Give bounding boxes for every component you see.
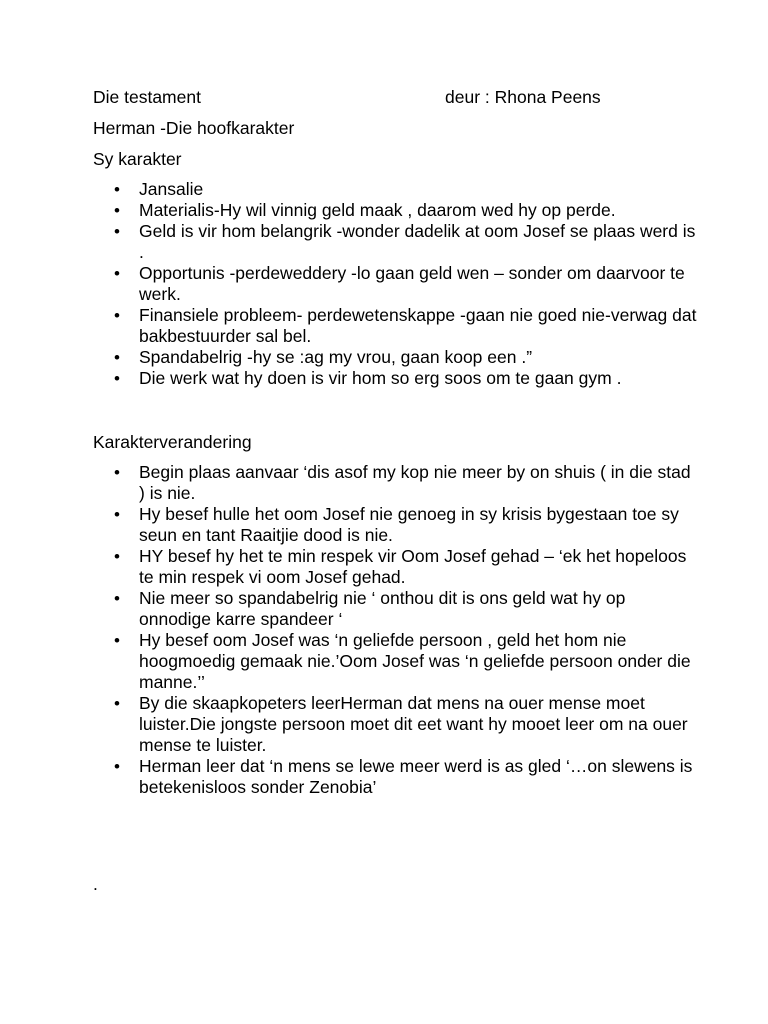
list-item bbox=[0, 504, 699, 546]
list-item-text: Begin plaas aanvaar ‘dis asof my kop nie meer by on shuis ( in die stad ) is nie. bbox=[139, 462, 691, 503]
bullet-list-sy-karakter bbox=[0, 179, 699, 389]
list-item bbox=[0, 368, 699, 389]
list-item-text: By die skaapkopeters leerHerman dat mens na ouer mense moet luister.Die jongste persoon moet dit eet want hy mooet leer om na ouer mense te luister. bbox=[139, 693, 688, 755]
list-item bbox=[0, 347, 699, 368]
bullet-icon: • bbox=[114, 631, 120, 650]
list-item bbox=[0, 305, 699, 347]
list-item-text: Hy besef hulle het oom Josef nie genoeg in sy krisis bygestaan toe sy seun en tant Raaitjie dood is nie. bbox=[139, 504, 679, 545]
bullet-icon: • bbox=[114, 369, 120, 388]
list-item-text: Jansalie bbox=[139, 179, 204, 199]
list-item-text: Spandabelrig -hy se :ag my vrou, gaan koop een .” bbox=[139, 347, 533, 367]
list-item bbox=[0, 588, 699, 630]
list-item-text: Hy besef oom Josef was ‘n geliefde persoon , geld het hom nie hoogmoedig gemaak nie.’Oom Josef was ‘n geliefde persoon onder die manne.’’ bbox=[139, 630, 691, 692]
list-item bbox=[0, 263, 699, 305]
bullet-icon: • bbox=[114, 201, 120, 220]
list-item-text: Herman leer dat ‘n mens se lewe meer werd is as gled ‘…on slewens is betekenisloos sonder Zenobia’ bbox=[139, 756, 693, 797]
bullet-icon: • bbox=[114, 463, 120, 482]
list-item-text: Materialis-Hy wil vinnig geld maak , daarom wed hy op perde. bbox=[139, 200, 616, 220]
list-item bbox=[0, 200, 699, 221]
list-item bbox=[0, 221, 699, 263]
bullet-icon: • bbox=[114, 505, 120, 524]
bullet-icon: • bbox=[114, 306, 120, 325]
document-title: Die testament bbox=[93, 87, 201, 107]
list-item bbox=[0, 630, 699, 693]
document-author: deur : Rhona Peens bbox=[445, 87, 601, 107]
list-item-text: Geld is vir hom belangrik -wonder dadelik at oom Josef se plaas werd is . bbox=[139, 221, 696, 262]
bullet-icon: • bbox=[114, 547, 120, 566]
list-item bbox=[0, 756, 699, 798]
list-item bbox=[0, 179, 699, 200]
list-item-text: Die werk wat hy doen is vir hom so erg soos om te gaan gym . bbox=[139, 368, 622, 388]
list-item-text: Opportunis -perdeweddery -lo gaan geld wen – sonder om daarvoor te werk. bbox=[139, 263, 685, 304]
trailing-dot: . bbox=[93, 874, 98, 894]
bullet-list-karakterverandering bbox=[0, 462, 699, 798]
list-item-text: HY besef hy het te min respek vir Oom Josef gehad – ‘ek het hopeloos te min respek vi oom Josef gehad. bbox=[139, 546, 687, 587]
list-item-text: Nie meer so spandabelrig nie ‘ onthou dit is ons geld wat hy op onnodige karre spandeer ‘ bbox=[139, 588, 626, 629]
bullet-icon: • bbox=[114, 694, 120, 713]
section-heading-sy-karakter: Sy karakter bbox=[93, 149, 182, 169]
bullet-icon: • bbox=[114, 264, 120, 283]
list-item bbox=[0, 546, 699, 588]
bullet-icon: • bbox=[114, 589, 120, 608]
document-subtitle: Herman -Die hoofkarakter bbox=[93, 118, 295, 138]
list-item bbox=[0, 693, 699, 756]
section-heading-karakterverandering: Karakterverandering bbox=[93, 432, 252, 452]
list-item bbox=[0, 462, 699, 504]
bullet-icon: • bbox=[114, 222, 120, 241]
bullet-icon: • bbox=[114, 348, 120, 367]
bullet-icon: • bbox=[114, 180, 120, 199]
list-item-text: Finansiele probleem- perdewetenskappe -gaan nie goed nie-verwag dat bakbestuurder sal bel. bbox=[139, 305, 697, 346]
bullet-icon: • bbox=[114, 757, 120, 776]
